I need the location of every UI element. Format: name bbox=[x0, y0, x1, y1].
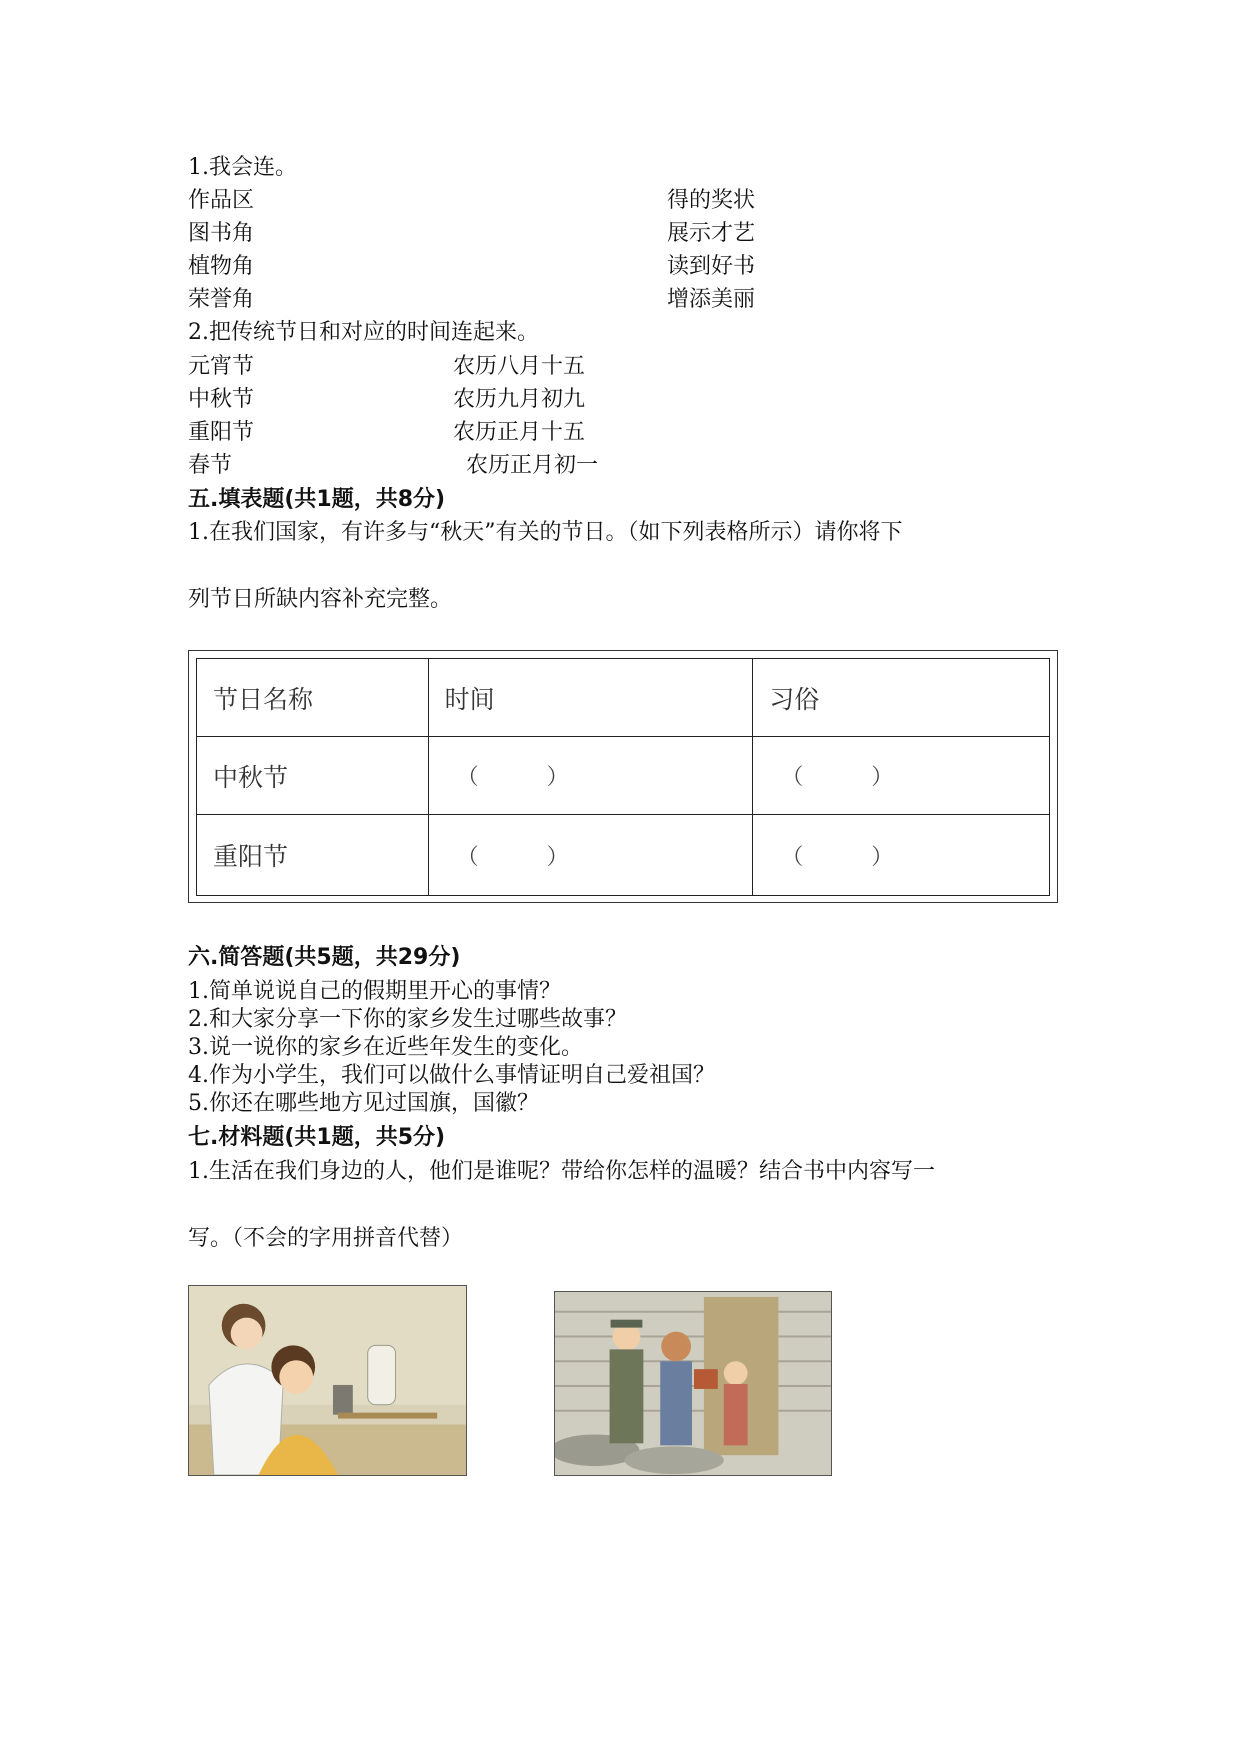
section7-heading: 七.材料题(共1题，共5分) bbox=[188, 1125, 446, 1150]
barber-illustration bbox=[188, 1285, 467, 1476]
table-header: 习俗 bbox=[753, 659, 1050, 737]
table-row bbox=[197, 815, 1050, 896]
match-right-item: 读到好书 bbox=[667, 254, 756, 279]
date-item: 农历八月十五 bbox=[453, 354, 586, 379]
table-header: 节日名称 bbox=[197, 659, 429, 737]
question-item: 1.简单说说自己的假期里开心的事情？ bbox=[188, 979, 561, 1004]
question-item: 5.你还在哪些地方见过国旗，国徽？ bbox=[188, 1091, 539, 1116]
date-item: 农历正月十五 bbox=[453, 420, 586, 445]
festival-name: 中秋节 bbox=[197, 737, 429, 815]
festival-item: 重阳节 bbox=[188, 420, 255, 445]
date-item: 农历正月初一 bbox=[466, 453, 599, 478]
q4-2-title: 2.把传统节日和对应的时间连起来。 bbox=[188, 320, 539, 345]
q5-1-text-line1: 1.在我们国家，有许多与“秋天”有关的节日。（如下列表格所示）请你将下 bbox=[188, 520, 903, 545]
q4-1-title: 1.我会连。 bbox=[188, 155, 297, 180]
postman-illustration bbox=[554, 1291, 832, 1476]
question-item: 4.作为小学生，我们可以做什么事情证明自己爱祖国？ bbox=[188, 1063, 715, 1088]
festival-table bbox=[196, 658, 1050, 896]
festival-item: 中秋节 bbox=[188, 387, 255, 412]
question-item: 2.和大家分享一下你的家乡发生过哪些故事？ bbox=[188, 1007, 627, 1032]
custom-blank[interactable]: （ ） bbox=[753, 815, 1050, 896]
match-right-item: 展示才艺 bbox=[667, 221, 756, 246]
match-left-item: 作品区 bbox=[188, 188, 255, 213]
match-left-item: 荣誉角 bbox=[188, 287, 255, 312]
festival-table-frame bbox=[188, 650, 1058, 903]
table-header: 时间 bbox=[428, 659, 753, 737]
q5-1-text-line2: 列节日所缺内容补充完整。 bbox=[188, 587, 453, 612]
table-header-row bbox=[197, 659, 1050, 737]
festival-name: 重阳节 bbox=[197, 815, 429, 896]
date-item: 农历九月初九 bbox=[453, 387, 586, 412]
q7-1-text-line1: 1.生活在我们身边的人，他们是谁呢？带给你怎样的温暖？结合书中内容写一 bbox=[188, 1159, 935, 1184]
section6-heading: 六.简答题(共5题，共29分) bbox=[188, 945, 461, 970]
match-right-item: 得的奖状 bbox=[667, 188, 756, 213]
match-right-item: 增添美丽 bbox=[667, 287, 756, 312]
table-row bbox=[197, 737, 1050, 815]
festival-item: 春节 bbox=[188, 453, 233, 478]
match-left-item: 图书角 bbox=[188, 221, 255, 246]
question-item: 3.说一说你的家乡在近些年发生的变化。 bbox=[188, 1035, 583, 1060]
time-blank[interactable]: （ ） bbox=[428, 737, 753, 815]
match-left-item: 植物角 bbox=[188, 254, 255, 279]
festival-item: 元宵节 bbox=[188, 354, 255, 379]
time-blank[interactable]: （ ） bbox=[428, 815, 753, 896]
custom-blank[interactable]: （ ） bbox=[753, 737, 1050, 815]
section5-heading: 五.填表题(共1题，共8分) bbox=[188, 487, 446, 512]
q7-1-text-line2: 写。（不会的字用拼音代替） bbox=[188, 1226, 464, 1251]
